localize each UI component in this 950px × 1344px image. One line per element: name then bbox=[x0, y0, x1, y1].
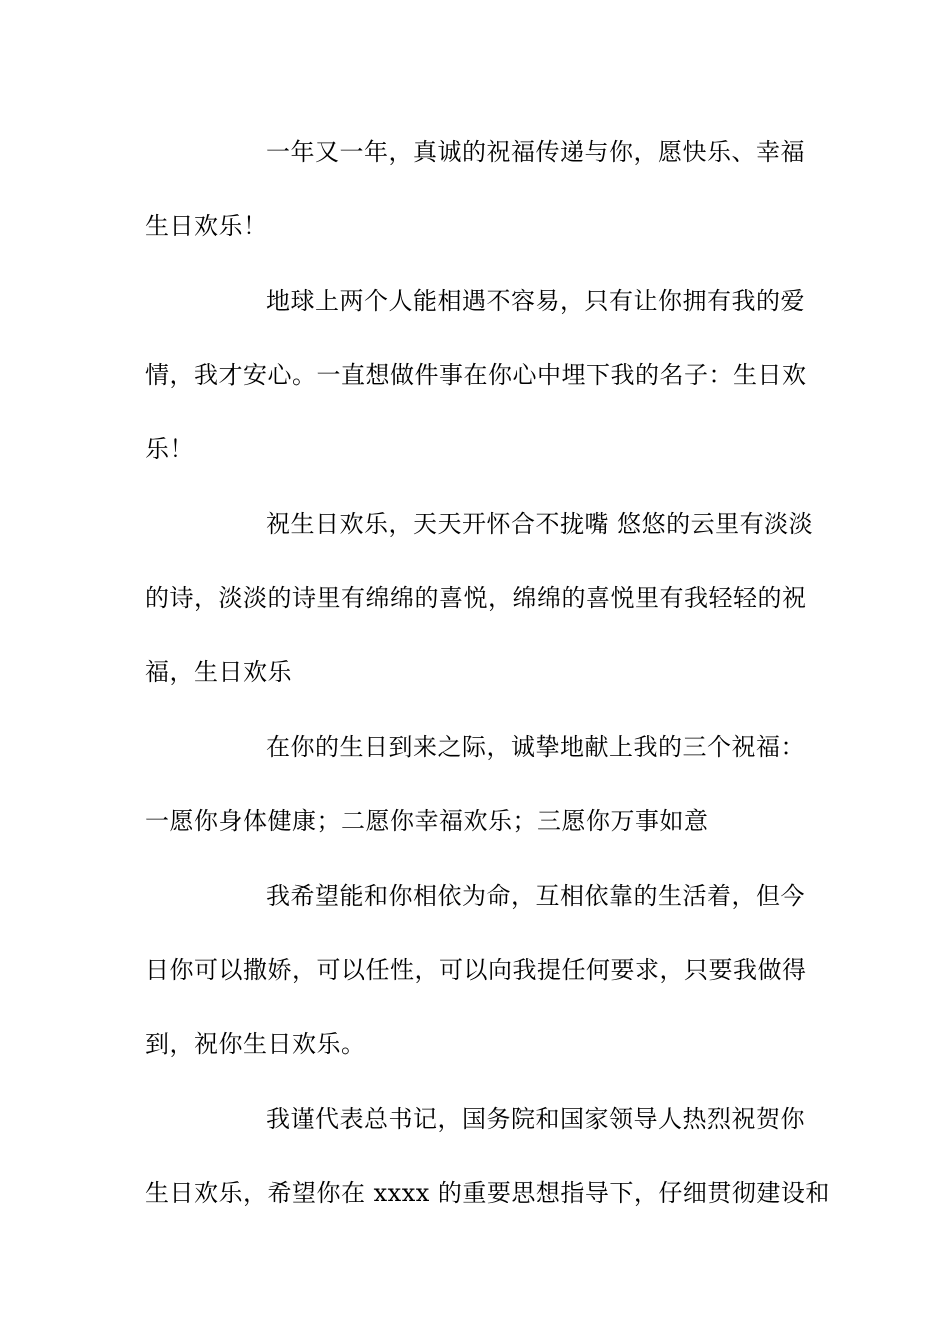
paragraph-2-line-2: 情，我才安心。一直想做件事在你心中埋下我的名子：生日欢 bbox=[145, 361, 807, 389]
paragraph-1-line-2: 生日欢乐！ bbox=[145, 212, 268, 240]
paragraph-3-line-3: 福，生日欢乐 bbox=[145, 658, 292, 686]
paragraph-5-line-2: 日你可以撒娇，可以任性，可以向我提任何要求，只要我做得 bbox=[145, 956, 807, 984]
paragraph-4-line-1: 在你的生日到来之际，诚挚地献上我的三个祝福： bbox=[266, 733, 805, 761]
paragraph-5-line-1: 我希望能和你相依为命，互相依靠的生活着，但今 bbox=[266, 882, 805, 910]
paragraph-6-line-2: 生日欢乐，希望你在 xxxx 的重要思想指导下，仔细贯彻建设和 bbox=[145, 1179, 830, 1207]
paragraph-1-line-1: 一年又一年，真诚的祝福传递与你，愿快乐、幸福 bbox=[266, 138, 805, 166]
paragraph-6-line-1: 我谨代表总书记，国务院和国家领导人热烈祝贺你 bbox=[266, 1105, 805, 1133]
paragraph-5-line-3: 到，祝你生日欢乐。 bbox=[145, 1030, 366, 1058]
paragraph-3-line-1: 祝生日欢乐，天天开怀合不拢嘴 悠悠的云里有淡淡 bbox=[266, 510, 814, 538]
paragraph-2-line-1: 地球上两个人能相遇不容易，只有让你拥有我的爱 bbox=[266, 287, 805, 315]
paragraph-4-line-2: 一愿你身体健康；二愿你幸福欢乐；三愿你万事如意 bbox=[145, 807, 709, 835]
paragraph-2-line-3: 乐！ bbox=[145, 435, 194, 463]
paragraph-3-line-2: 的诗，淡淡的诗里有绵绵的喜悦，绵绵的喜悦里有我轻轻的祝 bbox=[145, 584, 807, 612]
